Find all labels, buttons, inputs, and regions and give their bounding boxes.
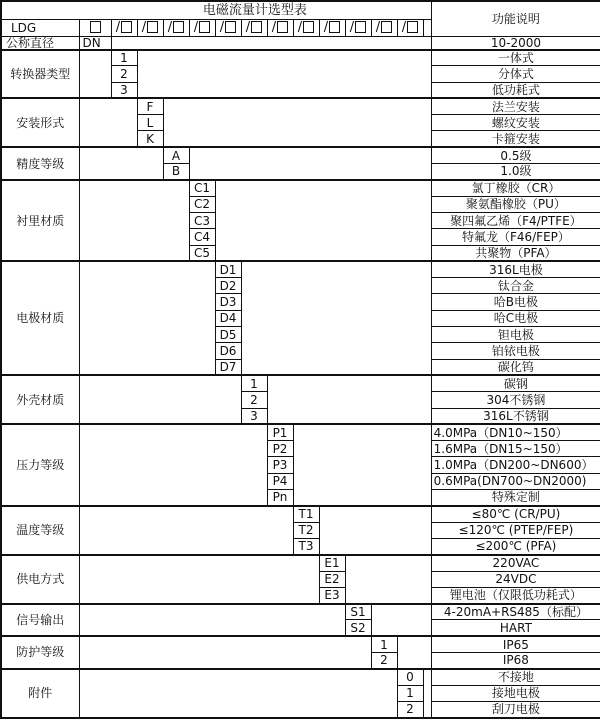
description-cell: 316L电极: [431, 261, 600, 277]
empty-code-box-icon: [173, 21, 184, 33]
code-cell: E2: [319, 571, 345, 587]
spacer-cell: [215, 180, 431, 261]
code-cell: 0: [397, 669, 423, 685]
code-slot: /: [345, 19, 371, 36]
code-cell: C2: [189, 196, 215, 212]
code-cell: C4: [189, 229, 215, 245]
category-label: 衬里材质: [1, 180, 79, 261]
code-cell: P4: [267, 473, 293, 489]
code-cell: DN: [79, 36, 111, 50]
description-cell: 共聚物（PFA）: [431, 245, 600, 261]
code-cell: P3: [267, 457, 293, 473]
description-cell: 304不锈钢: [431, 392, 600, 408]
description-cell: 1.0MPa（DN200~DN600）: [431, 457, 600, 473]
description-cell: 聚四氟乙烯（F4/PTFE）: [431, 212, 600, 228]
spacer-cell: [345, 555, 431, 604]
code-cell: C5: [189, 245, 215, 261]
description-cell: HART: [431, 620, 600, 636]
category-label: 压力等级: [1, 424, 79, 505]
description-cell: 铂铱电极: [431, 343, 600, 359]
code-cell: C3: [189, 212, 215, 228]
description-cell: 不接地: [431, 669, 600, 685]
category-label: 温度等级: [1, 506, 79, 555]
empty-code-box-icon: [381, 21, 392, 33]
spacer-cell: [79, 375, 241, 424]
code-cell: D1: [215, 261, 241, 277]
empty-code-box-icon: [199, 21, 210, 33]
description-cell: 10-2000: [431, 36, 600, 50]
code-cell: E3: [319, 587, 345, 603]
code-cell: 3: [241, 408, 267, 424]
spacer-cell: [79, 555, 319, 604]
empty-code-box-icon: [277, 21, 288, 33]
spacer-cell: [137, 50, 431, 99]
description-cell: 0.5级: [431, 147, 600, 163]
spacer-cell: [293, 424, 431, 505]
code-slot: /: [137, 19, 163, 36]
code-cell: T3: [293, 538, 319, 554]
code-cell: E1: [319, 555, 345, 571]
empty-code-box-icon: [303, 21, 314, 33]
corner-cell: [1, 1, 79, 19]
code-cell: T1: [293, 506, 319, 522]
code-cell: D2: [215, 278, 241, 294]
category-label: 公称直径: [1, 36, 79, 50]
code-cell: B: [163, 164, 189, 180]
empty-code-box-icon: [121, 21, 132, 33]
code-cell: A: [163, 147, 189, 163]
code-cell: L: [137, 115, 163, 131]
description-cell: 分体式: [431, 66, 600, 82]
code-cell: 1: [111, 50, 137, 66]
description-cell: 卡箍安装: [431, 131, 600, 147]
code-cell: 1: [397, 685, 423, 701]
code-cell: C1: [189, 180, 215, 196]
description-cell: ≤200℃ (PFA): [431, 538, 600, 554]
code-cell: K: [137, 131, 163, 147]
code-slot: /: [397, 19, 423, 36]
spacer-cell: [163, 98, 431, 147]
code-cell: 2: [111, 66, 137, 82]
description-cell: ≤120℃ (PTEP/FEP): [431, 522, 600, 538]
code-cell: P1: [267, 424, 293, 440]
table-title: 电磁流量计选型表: [79, 1, 431, 19]
code-slot: /: [319, 19, 345, 36]
category-label: 外壳材质: [1, 375, 79, 424]
category-label: 信号输出: [1, 604, 79, 637]
code-slot: /: [215, 19, 241, 36]
empty-code-box-icon: [225, 21, 236, 33]
code-slot: /: [293, 19, 319, 36]
description-cell: 哈C电极: [431, 310, 600, 326]
description-cell: 1.0级: [431, 164, 600, 180]
code-cell: 3: [111, 82, 137, 98]
description-cell: 特氟龙（F46/FEP）: [431, 229, 600, 245]
empty-code-box-icon: [90, 21, 101, 33]
spacer-cell: [79, 669, 397, 718]
code-cell: 2: [241, 392, 267, 408]
description-cell: 4-20mA+RS485（标配）: [431, 604, 600, 620]
code-cell: D4: [215, 310, 241, 326]
description-cell: 316L不锈钢: [431, 408, 600, 424]
description-cell: 钽电极: [431, 327, 600, 343]
description-cell: 特殊定制: [431, 490, 600, 506]
code-slot: /: [189, 19, 215, 36]
spacer-cell: [79, 147, 163, 180]
description-cell: IP65: [431, 636, 600, 652]
description-cell: 法兰安装: [431, 98, 600, 114]
code-cell: 2: [371, 652, 397, 668]
description-cell: 哈B电极: [431, 294, 600, 310]
spacer-cell: [79, 506, 293, 555]
spacer-cell: [79, 50, 111, 99]
category-label: 电极材质: [1, 261, 79, 375]
description-cell: IP68: [431, 652, 600, 668]
code-cell: 1: [241, 375, 267, 391]
empty-code-box-icon: [407, 21, 418, 33]
description-cell: 一体式: [431, 50, 600, 66]
spacer-cell: [79, 180, 189, 261]
spacer-cell: [267, 375, 431, 424]
category-label: 精度等级: [1, 147, 79, 180]
code-cell: D6: [215, 343, 241, 359]
code-slot: /: [371, 19, 397, 36]
code-cell: S2: [345, 620, 371, 636]
code-cell: D3: [215, 294, 241, 310]
code-cell: F: [137, 98, 163, 114]
category-label: 附件: [1, 669, 79, 718]
code-cell: Pn: [267, 490, 293, 506]
description-cell: 氯丁橡胶（CR）: [431, 180, 600, 196]
spacer-cell: [111, 36, 431, 50]
description-cell: 接地电极: [431, 685, 600, 701]
description-cell: 4.0MPa（DN10~150）: [431, 424, 600, 440]
spacer-cell: [397, 636, 431, 669]
code-cell: 2: [397, 701, 423, 717]
code-slot: /: [163, 19, 189, 36]
empty-code-box-icon: [147, 21, 158, 33]
description-cell: 220VAC: [431, 555, 600, 571]
spacer-cell: [423, 669, 431, 718]
empty-code-box-icon: [251, 21, 262, 33]
description-cell: 低功耗式: [431, 82, 600, 98]
description-cell: 碳钢: [431, 375, 600, 391]
description-cell: 24VDC: [431, 571, 600, 587]
code-slot: /: [267, 19, 293, 36]
code-cell: D7: [215, 359, 241, 375]
description-cell: 0.6MPa(DN700~DN2000): [431, 473, 600, 489]
description-cell: 刮刀电极: [431, 701, 600, 717]
code-cell: D5: [215, 327, 241, 343]
description-cell: 1.6MPa（DN15~150）: [431, 441, 600, 457]
description-cell: 钛合金: [431, 278, 600, 294]
code-cell: T2: [293, 522, 319, 538]
category-label: 转换器类型: [1, 50, 79, 99]
code-cell: 1: [371, 636, 397, 652]
spacer-cell: [189, 147, 431, 180]
spacer-cell: [79, 424, 267, 505]
spacer-cell: [371, 604, 431, 637]
description-cell: 碳化钨: [431, 359, 600, 375]
model-prefix: LDG: [1, 19, 79, 36]
spacer-cell: [79, 636, 371, 669]
description-cell: 锂电池（仅限低功耗式）: [431, 587, 600, 603]
spacer-cell: [319, 506, 431, 555]
spacer-cell: [423, 19, 431, 36]
function-column-header: 功能说明: [431, 1, 600, 36]
category-label: 防护等级: [1, 636, 79, 669]
code-slot: [79, 19, 111, 36]
category-label: 供电方式: [1, 555, 79, 604]
description-cell: 聚氨酯橡胶（PU）: [431, 196, 600, 212]
code-slot: /: [241, 19, 267, 36]
description-cell: ≤80℃ (CR/PU): [431, 506, 600, 522]
spacer-cell: [79, 98, 137, 147]
category-label: 安装形式: [1, 98, 79, 147]
spacer-cell: [79, 604, 345, 637]
spacer-cell: [79, 261, 215, 375]
code-cell: S1: [345, 604, 371, 620]
code-slot: /: [111, 19, 137, 36]
spacer-cell: [241, 261, 431, 375]
empty-code-box-icon: [355, 21, 366, 33]
empty-code-box-icon: [329, 21, 340, 33]
code-cell: P2: [267, 441, 293, 457]
description-cell: 螺纹安装: [431, 115, 600, 131]
